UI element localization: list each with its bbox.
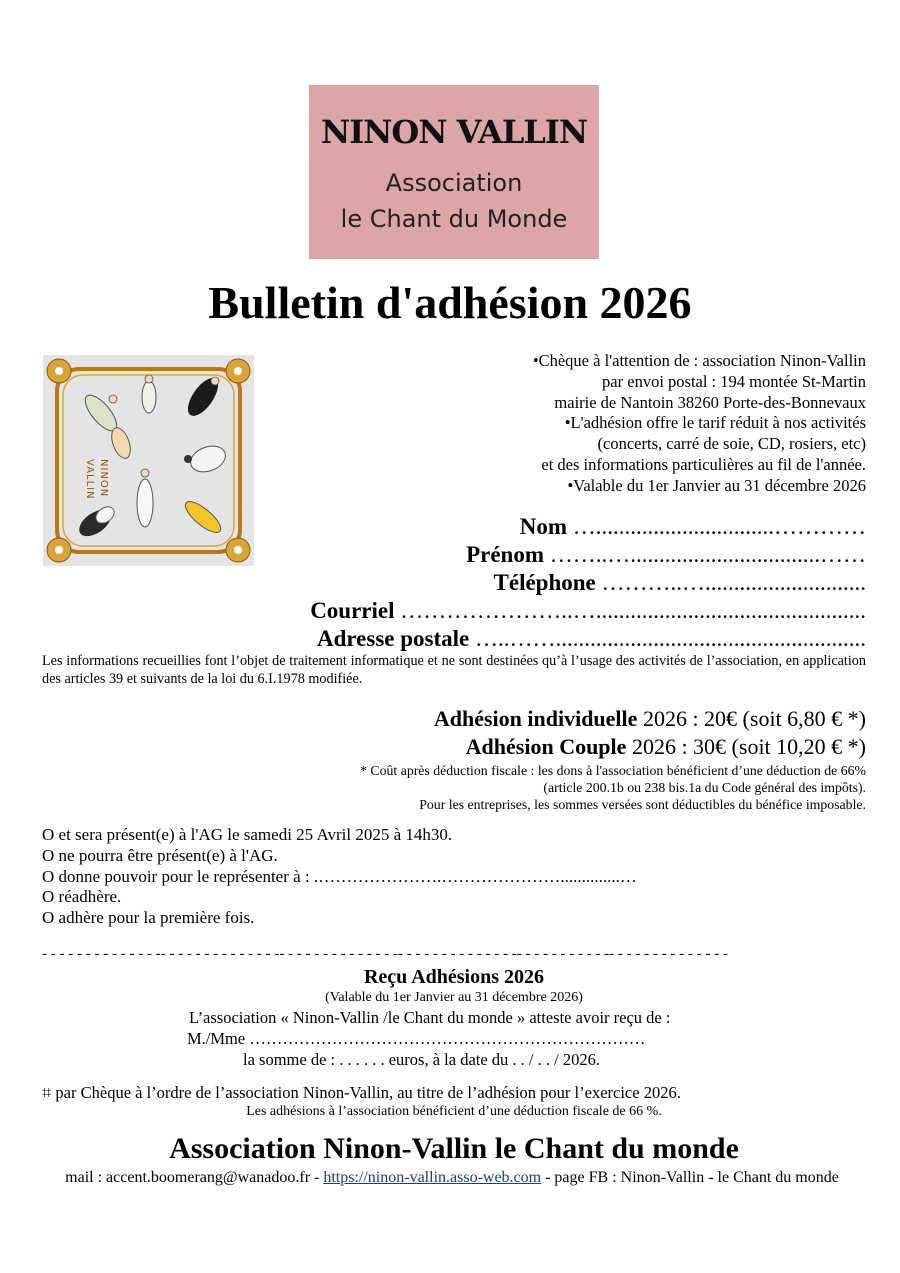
prenom-field[interactable]	[466, 542, 866, 568]
receipt-title: Reçu Adhésions 2026	[363, 966, 545, 988]
receipt-attest: L’association « Ninon-Vallin /le Chant du monde » atteste avoir reçu de :	[189, 1008, 671, 1027]
prenom-dots: ……..….................................……	[549, 542, 866, 567]
info-block	[533, 351, 866, 497]
scarf-text-1: NINON	[98, 459, 109, 498]
info-line: et des informations particulières au fil de l'année.	[541, 454, 866, 474]
note-line: Pour les entreprises, les sommes versées sont déductibles du bénéfice imposable.	[419, 797, 866, 812]
prenom-label: Prénom	[466, 542, 544, 567]
fiscal-notes	[360, 762, 866, 813]
fee-couple-text: 2026 : 30€ (soit 10,20 € *)	[626, 734, 866, 759]
info-line: •Valable du 1er Janvier au 31 décembre 2026	[567, 475, 866, 495]
option-item[interactable]: O ne pourra être présent(e) à l'AG.	[42, 845, 278, 865]
nom-dots: …...............................…………	[572, 514, 866, 539]
courriel-field[interactable]	[310, 598, 866, 624]
page-title: Bulletin d'adhésion 2026	[208, 277, 692, 328]
adresse-dots: …..……......................................................	[475, 626, 866, 651]
contact-email: mail : accent.boomerang@wanadoo.fr -	[65, 1169, 324, 1186]
website-link[interactable]: https://ninon-vallin.asso-web.com	[323, 1169, 542, 1186]
telephone-field[interactable]	[494, 570, 866, 596]
option-item[interactable]: O donne pouvoir pour le représenter à : .………………….…………………..............…	[42, 866, 637, 886]
nom-label: Nom	[519, 514, 567, 539]
fee-couple	[466, 734, 866, 760]
privacy-notice: Les informations recueillies font l’objet de traitement informatique et ne sont destinées qu’à l’usage des activités de l’association, en application des articles 39 et suivants de la loi du 6.I.1978 modifiée.	[42, 653, 866, 687]
scarf-text-2: VALLIN	[84, 459, 95, 500]
receipt-amount-date[interactable]: la somme de : . . . . . . euros, à la date du . . / . . / 2026.	[243, 1050, 600, 1069]
note-line: * Coût après déduction fiscale : les dons à l'association bénéficient d’une déduction de 66%	[360, 763, 866, 778]
footer-contact	[0, 1169, 900, 1187]
receipt-validity: (Valable du 1er Janvier au 31 décembre 2026)	[325, 990, 583, 1005]
cut-line: - - - - - - - - - - - - - -- - - - - - - - - - - - - -- - - - - - - - - - - - - -- - - - - - - - - - - - - -- - - - - - - - - - -- - - - - - - - - - - - - -	[42, 946, 728, 962]
telephone-label: Téléphone	[493, 570, 596, 595]
ag-options	[42, 825, 637, 929]
logo-line-1: Association	[385, 169, 523, 197]
silk-scarf-image	[43, 355, 254, 566]
adresse-label: Adresse postale	[316, 626, 470, 651]
contact-facebook: - page FB : Ninon-Vallin - le Chant du monde	[541, 1169, 839, 1186]
option-item[interactable]: O et sera présent(e) à l'AG le samedi 25 Avril 2025 à 14h30.	[42, 825, 453, 844]
receipt-cheque-text: par Chèque à l’ordre de l’association Ninon-Vallin, au titre de l’adhésion pour l’exercice 2026.	[51, 1083, 681, 1102]
receipt-cheque-line	[42, 1083, 681, 1103]
courriel-dots: …………………..…...............................................	[400, 598, 866, 623]
footer-title: Association Ninon-Vallin le Chant du monde	[169, 1132, 739, 1165]
fee-individual-text: 2026 : 20€ (soit 6,80 € *)	[637, 706, 866, 731]
telephone-dots: ………..…............................	[601, 570, 866, 595]
option-item[interactable]: O réadhère.	[42, 887, 122, 907]
note-line: (article 200.1b ou 238 bis.1a du Code général des impôts).	[543, 780, 866, 795]
info-line: (concerts, carré de soie, CD, rosiers, etc)	[597, 434, 866, 454]
nom-field[interactable]	[520, 514, 866, 540]
info-line: •L'adhésion offre le tarif réduit à nos activités	[564, 413, 866, 433]
fee-couple-label: Adhésion Couple	[465, 734, 627, 759]
logo-brand: NINON VALLIN	[320, 113, 588, 151]
association-logo	[309, 85, 599, 259]
fee-individual-label: Adhésion individuelle	[433, 706, 638, 731]
info-line: mairie de Nantoin 38260 Porte-des-Bonnevaux	[554, 392, 866, 412]
checkbox-icon[interactable]: ⌗	[42, 1083, 52, 1102]
fee-individual	[434, 706, 866, 732]
logo-line-2: le Chant du Monde	[340, 205, 568, 233]
adresse-field[interactable]	[317, 626, 866, 652]
receipt-mme[interactable]: M./Mme ………………………………………………………………	[187, 1029, 646, 1048]
courriel-label: Courriel	[310, 598, 395, 623]
info-line: par envoi postal : 194 montée St-Martin	[602, 371, 866, 391]
option-item[interactable]: O adhère pour la première fois.	[42, 908, 255, 928]
info-line: •Chèque à l'attention de : association Ninon-Vallin	[532, 351, 866, 370]
receipt-deduction: Les adhésions à l’association bénéficient d’une déduction fiscale de 66 %.	[246, 1104, 662, 1119]
